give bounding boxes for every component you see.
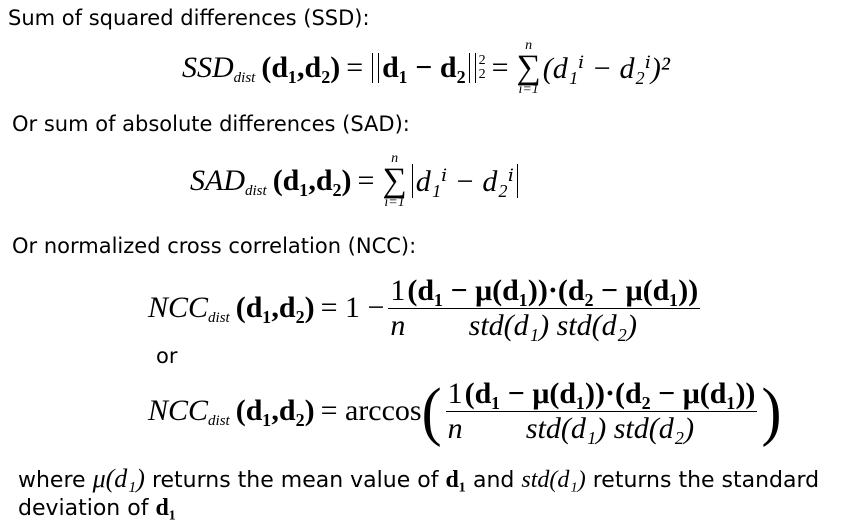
footer-deviation: deviation of — [18, 496, 156, 521]
footer-d1-a: d₁ — [445, 467, 466, 493]
sigma-symbol: ∑ — [516, 49, 541, 86]
sad-heading: Or sum of absolute differences (SAD): — [12, 112, 410, 136]
ssd-heading: Sum of squared differences (SSD): — [8, 6, 370, 30]
sad-equation — [190, 146, 521, 216]
sad-summation — [382, 152, 406, 210]
big-left-paren: ( — [421, 374, 442, 448]
ssd-equals-2: = — [491, 51, 509, 84]
ncc1-denominator: std(d₁) std(d₂) — [468, 308, 637, 342]
sad-sum-top: n — [391, 151, 399, 166]
ncc2-name: NCC — [148, 394, 209, 427]
footer-where: where — [18, 468, 93, 493]
norm-left-bars — [372, 53, 379, 83]
ncc1-subscript: dist — [208, 309, 230, 326]
footer-mu: μ(d₁) — [92, 464, 145, 493]
sad-sum-bottom: i=1 — [384, 195, 405, 210]
ncc2-coef-den: n — [447, 411, 463, 445]
sad-args: (d₁,d₂) — [272, 164, 352, 197]
footer-line-2 — [18, 495, 176, 522]
ncc1-args: (d₁,d₂) — [235, 291, 315, 324]
ncc2-coef-num: 1 — [447, 376, 463, 410]
ssd-sum-bottom: i=1 — [518, 82, 539, 97]
abs-left-bar — [412, 164, 413, 198]
ssd-term: (d₁ⁱ − d₂ⁱ)² — [542, 51, 670, 85]
sad-equals: = — [357, 164, 375, 197]
ssd-equals-1: = — [346, 51, 364, 84]
ssd-summation — [517, 39, 541, 97]
ncc-heading: Or normalized cross correlation (NCC): — [12, 234, 417, 258]
ssd-norm-arg: d₁ − d₂ — [382, 51, 466, 84]
sad-subscript: dist — [245, 182, 267, 199]
ncc1-numerator: (d₁ − μ(d₁))·(d₂ − μ(d₁)) — [407, 273, 699, 307]
ncc1-name: NCC — [148, 291, 209, 324]
sigma-symbol: ∑ — [382, 162, 407, 199]
footer-line-1 — [18, 464, 819, 494]
or-text: or — [156, 344, 178, 368]
ncc2-denominator: std(d₁) std(d₂) — [525, 411, 695, 445]
ncc-equation-2 — [148, 368, 781, 454]
big-right-paren: ) — [761, 374, 782, 448]
ssd-equation — [182, 36, 670, 100]
ncc2-main-fraction — [463, 377, 758, 446]
ncc1-coef-num: 1 — [390, 273, 406, 307]
ncc2-numerator: (d₁ − μ(d₁))·(d₂ − μ(d₁)) — [464, 376, 756, 410]
abs-right-bar — [517, 164, 518, 198]
sad-name: SAD — [190, 164, 245, 197]
footer-returns-std: returns the standard — [585, 468, 820, 493]
ssd-args: (d₁,d₂) — [261, 51, 341, 84]
ssd-subscript: dist — [233, 69, 256, 86]
ncc2-args: (d₁,d₂) — [235, 394, 315, 427]
footer-returns-mean: returns the mean value of — [144, 468, 446, 493]
norm-indices: 2 2 — [478, 53, 486, 82]
ncc1-lhs: = 1 − — [320, 291, 385, 324]
sad-term: d₁ⁱ − d₂ⁱ — [415, 164, 514, 198]
ncc2-lhs: = arccos — [320, 394, 422, 427]
ncc2-subscript: dist — [208, 412, 230, 429]
footer-d1-b: d₁ — [155, 495, 176, 521]
ncc1-main-fraction — [405, 274, 700, 343]
ncc1-coef-den: n — [390, 308, 406, 342]
ssd-name: SSD — [182, 51, 234, 84]
ncc-equation-1 — [148, 268, 704, 348]
ssd-sum-top: n — [525, 38, 533, 53]
norm-right-bars — [469, 53, 476, 83]
footer-and: and — [466, 468, 522, 493]
footer-std: std(d₁) — [521, 467, 586, 493]
